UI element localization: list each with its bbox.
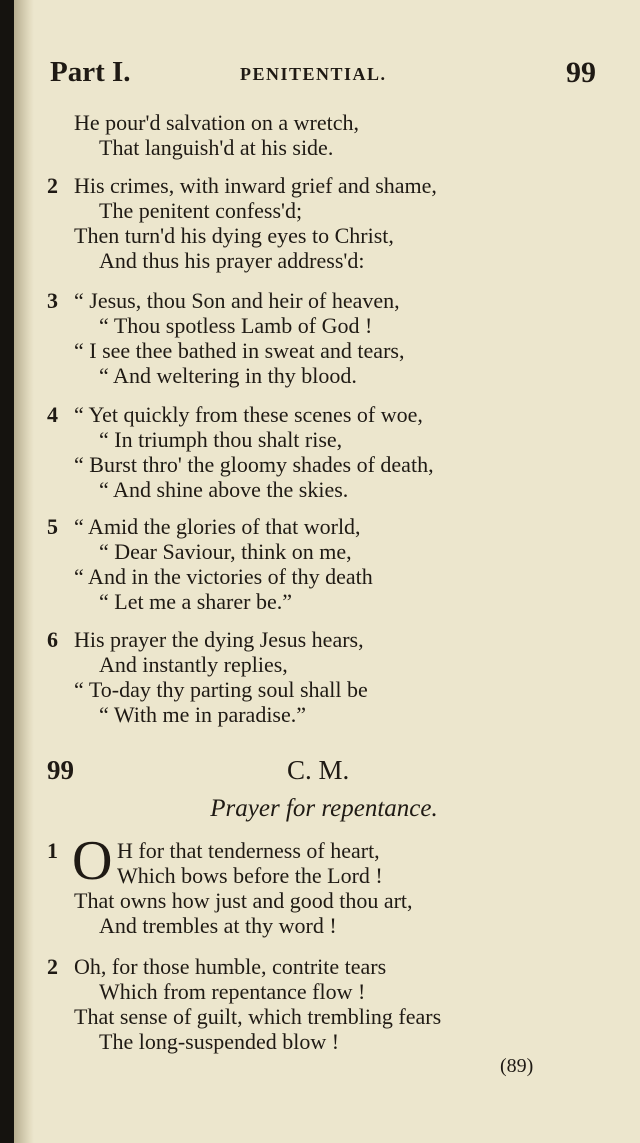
verse-line: “ And in the victories of thy death: [74, 564, 373, 589]
verse-line: And trembles at thy word !: [99, 913, 337, 938]
verse-number: 1: [47, 838, 58, 863]
verse-line: “ Jesus, thou Son and heir of heaven,: [74, 288, 400, 313]
hymn-verse-2: [47, 954, 607, 1054]
verse-number: 6: [47, 627, 58, 652]
verse-line: His prayer the dying Jesus hears,: [74, 627, 364, 652]
verse-line: Oh, for those humble, contrite tears: [74, 954, 387, 979]
drop-cap: O: [72, 830, 113, 892]
verse-line: He pour'd salvation on a wretch,: [74, 110, 359, 135]
verse-line: “ Let me a sharer be.”: [99, 589, 292, 614]
verse-line: “ To-day thy parting soul shall be: [74, 677, 368, 702]
verse-number: 2: [47, 954, 58, 979]
verse-5: [47, 514, 607, 614]
verse-line: The penitent confess'd;: [99, 198, 303, 223]
verse-line: “ Burst thro' the gloomy shades of death,: [74, 452, 434, 477]
verse-line: “ Yet quickly from these scenes of woe,: [74, 402, 423, 427]
verse-6: [47, 627, 607, 727]
verse-line: “ And weltering in thy blood.: [99, 363, 357, 388]
running-head: [50, 56, 598, 96]
page-number: 99: [566, 56, 596, 89]
verse-line: “ With me in paradise.”: [99, 702, 307, 727]
verse-line: Then turn'd his dying eyes to Christ,: [74, 223, 394, 248]
verse-4: [47, 402, 607, 502]
verse-line: “ And shine above the skies.: [99, 477, 349, 502]
verse-3: [47, 288, 607, 388]
hymn-verse-1: [47, 830, 607, 938]
hymn-meter: C. M.: [287, 755, 350, 785]
verse-line: “ I see thee bathed in sweat and tears,: [74, 338, 405, 363]
verse-line: “ Thou spotless Lamb of God !: [99, 313, 373, 338]
verse-line: And thus his prayer address'd:: [99, 248, 365, 273]
part-label: Part I.: [50, 56, 131, 88]
verse-line: That languish'd at his side.: [99, 135, 334, 160]
verse-number: 3: [47, 288, 58, 313]
verse-number: 5: [47, 514, 58, 539]
verse-number: 2: [47, 173, 58, 198]
signature-mark: (89): [500, 1055, 534, 1077]
verse-number: 4: [47, 402, 58, 427]
verse-line: And instantly replies,: [99, 652, 288, 677]
verse-line: That owns how just and good thou art,: [74, 888, 413, 913]
verse-line: That sense of guilt, which trembling fears: [74, 1004, 442, 1029]
section-title: PENITENTIAL.: [240, 64, 387, 84]
hymn-subtitle: Prayer for repentance.: [210, 795, 438, 822]
hymn-number: 99: [47, 755, 74, 785]
verse-line: “ Dear Saviour, think on me,: [99, 539, 352, 564]
verse-line: Which bows before the Lord !: [117, 863, 383, 888]
verse-line: “ In triumph thou shalt rise,: [99, 427, 343, 452]
verse-line: “ Amid the glories of that world,: [74, 514, 361, 539]
verse-line: The long-suspended blow !: [99, 1029, 340, 1054]
verse-line: His crimes, with inward grief and shame,: [74, 173, 437, 198]
continued-verse: [47, 110, 607, 160]
hymn-heading: [47, 755, 607, 789]
verse-line: H for that tenderness of heart,: [117, 838, 380, 863]
verse-line: Which from repentance flow !: [99, 979, 366, 1004]
verse-2: [47, 173, 607, 273]
